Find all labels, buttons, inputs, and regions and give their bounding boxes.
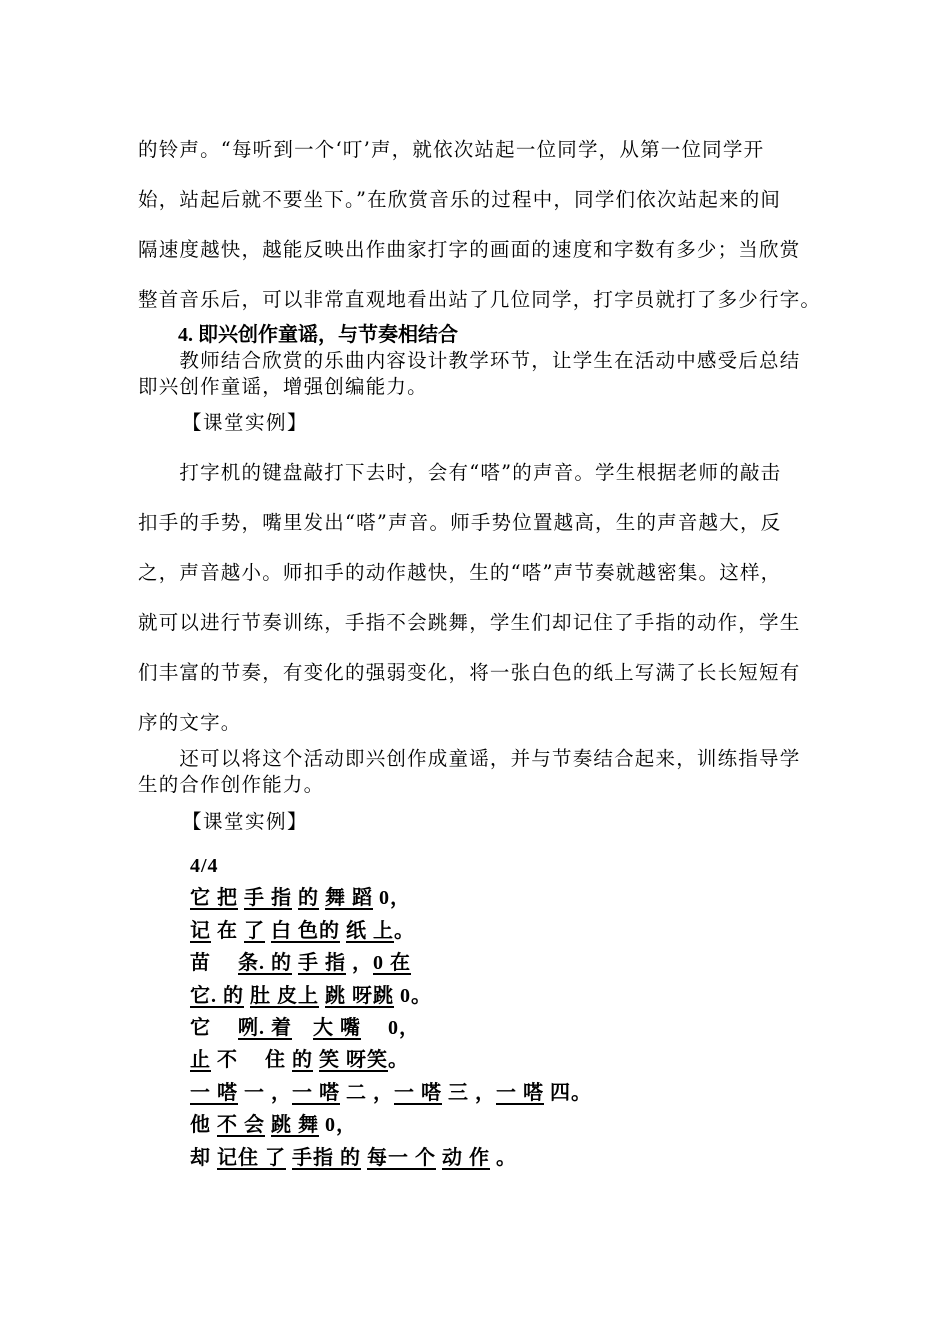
score-text: 0， <box>361 1016 420 1039</box>
rhythm-group: 记住 了 <box>217 1146 286 1169</box>
rhythm-group: 0 在 <box>373 952 411 975</box>
text-line: 始，站起后就不要坐下。”在欣赏音乐的过程中，同学们依次站起来的间 <box>138 188 782 211</box>
example-label: 【课堂实例】 <box>182 810 309 833</box>
text-line: 教师结合欣赏的乐曲内容设计教学环节，让学生在活动中感受后总结 <box>138 349 801 372</box>
score-text: 0， <box>319 1114 357 1137</box>
paragraph-nursery-rhyme <box>138 746 858 798</box>
rhythm-group: 的 <box>298 887 319 910</box>
time-signature: 4/4 <box>190 855 219 877</box>
text-line: 整首音乐后，可以非常直观地看出站了几位同学，打字员就打了多少行字。 <box>138 288 822 311</box>
rhythm-group: 跳 舞 <box>271 1114 319 1137</box>
rhythm-group: 舞 蹈 <box>325 887 373 910</box>
score-text: 三 ， <box>442 1081 496 1104</box>
score-line <box>190 982 592 1014</box>
rhythm-group: 一 嗒 <box>190 1081 238 1104</box>
rhythm-score <box>190 852 592 1176</box>
text-line: 的铃声。“每听到一个‘叮’声，就依次站起一位同学，从第一位同学开 <box>138 138 765 161</box>
score-text: 不 住 <box>211 1049 292 1072</box>
score-text: 。 <box>388 1049 409 1072</box>
rhythm-group: 笑 呀笑 <box>319 1049 388 1072</box>
score-text: 四。 <box>544 1081 592 1104</box>
example-label: 【课堂实例】 <box>182 411 309 434</box>
score-line <box>190 949 592 981</box>
score-line <box>190 1111 592 1143</box>
score-text: 却 <box>190 1146 217 1169</box>
text-line: 就可以进行节奏训练，手指不会跳舞，学生们却记住了手指的动作，学生 <box>138 611 801 634</box>
rhythm-group: 每一 个 <box>367 1146 436 1169</box>
text-line: 打字机的键盘敲打下去时，会有“嗒”的声音。学生根据老师的敲击 <box>138 461 782 484</box>
score-text: 一 ， <box>238 1081 292 1104</box>
rhythm-group: 止 <box>190 1049 211 1072</box>
score-text: 。 <box>394 919 415 942</box>
rhythm-group: 一 嗒 <box>496 1081 544 1104</box>
rhythm-group: 一 嗒 <box>292 1081 340 1104</box>
rhythm-group: 不 会 <box>217 1114 265 1137</box>
text-line: 即兴创作童谣，增强创编能力。 <box>138 375 428 398</box>
rhythm-group: 了 <box>244 919 265 942</box>
rhythm-group: 手指 的 <box>292 1146 361 1169</box>
rhythm-group: 一 嗒 <box>394 1081 442 1104</box>
text-line: 之，声音越小。师扣手的动作越快，生的“嗒”声节奏就越密集。这样， <box>138 561 782 584</box>
score-text: 。 <box>490 1146 517 1169</box>
rhythm-group: 肚 皮上 <box>250 984 319 1007</box>
rhythm-group: 跳 呀跳 <box>325 984 394 1007</box>
paragraph-teacher-design <box>138 348 858 400</box>
score-line <box>190 1144 592 1176</box>
rhythm-group: 它 把 <box>190 887 238 910</box>
score-text: 二 ， <box>340 1081 394 1104</box>
rhythm-group: 手 指 <box>298 952 346 975</box>
rhythm-group: 白 色的 <box>271 919 340 942</box>
score-text: 他 <box>190 1114 217 1137</box>
rhythm-group: 它. 的 <box>190 984 244 1007</box>
score-text: 在 <box>211 919 244 942</box>
rhythm-group: 的 <box>292 1049 313 1072</box>
rhythm-group: 纸 上 <box>346 919 394 942</box>
score-spacer <box>292 1017 313 1039</box>
section-heading: 4. 即兴创作童谣，与节奏相结合 <box>178 324 458 346</box>
score-text: 苗 <box>190 952 238 975</box>
rhythm-group: 大 嘴 <box>313 1016 361 1039</box>
paragraph-ringtone-activity <box>138 125 858 325</box>
paragraph-typewriter-rhythm <box>138 448 858 748</box>
score-line <box>190 1046 592 1078</box>
rhythm-group: 记 <box>190 919 211 942</box>
text-line: 序的文字。 <box>138 711 242 734</box>
text-line: 还可以将这个活动即兴创作成童谣，并与节奏结合起来，训练指导学 <box>138 747 801 770</box>
score-text: 0。 <box>394 984 432 1007</box>
rhythm-group: 咧. 着 <box>238 1016 292 1039</box>
score-line <box>190 1014 592 1046</box>
score-line <box>190 1079 592 1111</box>
score-line <box>190 917 592 949</box>
rhythm-group: 条. 的 <box>238 952 292 975</box>
score-text: 0， <box>373 887 411 910</box>
score-line <box>190 884 592 916</box>
text-line: 们丰富的节奏，有变化的强弱变化，将一张白色的纸上写满了长长短短有 <box>138 661 801 684</box>
rhythm-group: 动 作 <box>442 1146 490 1169</box>
score-text: ， <box>346 952 373 975</box>
text-line: 生的合作创作能力。 <box>138 773 325 796</box>
rhythm-group: 手 指 <box>244 887 292 910</box>
text-line: 扣手的手势，嘴里发出“嗒”声音。师手势位置越高，生的声音越大，反 <box>138 511 782 534</box>
text-line: 隔速度越快，越能反映出作曲家打字的画面的速度和字数有多少；当欣赏 <box>138 238 801 261</box>
score-text: 它 <box>190 1016 238 1039</box>
